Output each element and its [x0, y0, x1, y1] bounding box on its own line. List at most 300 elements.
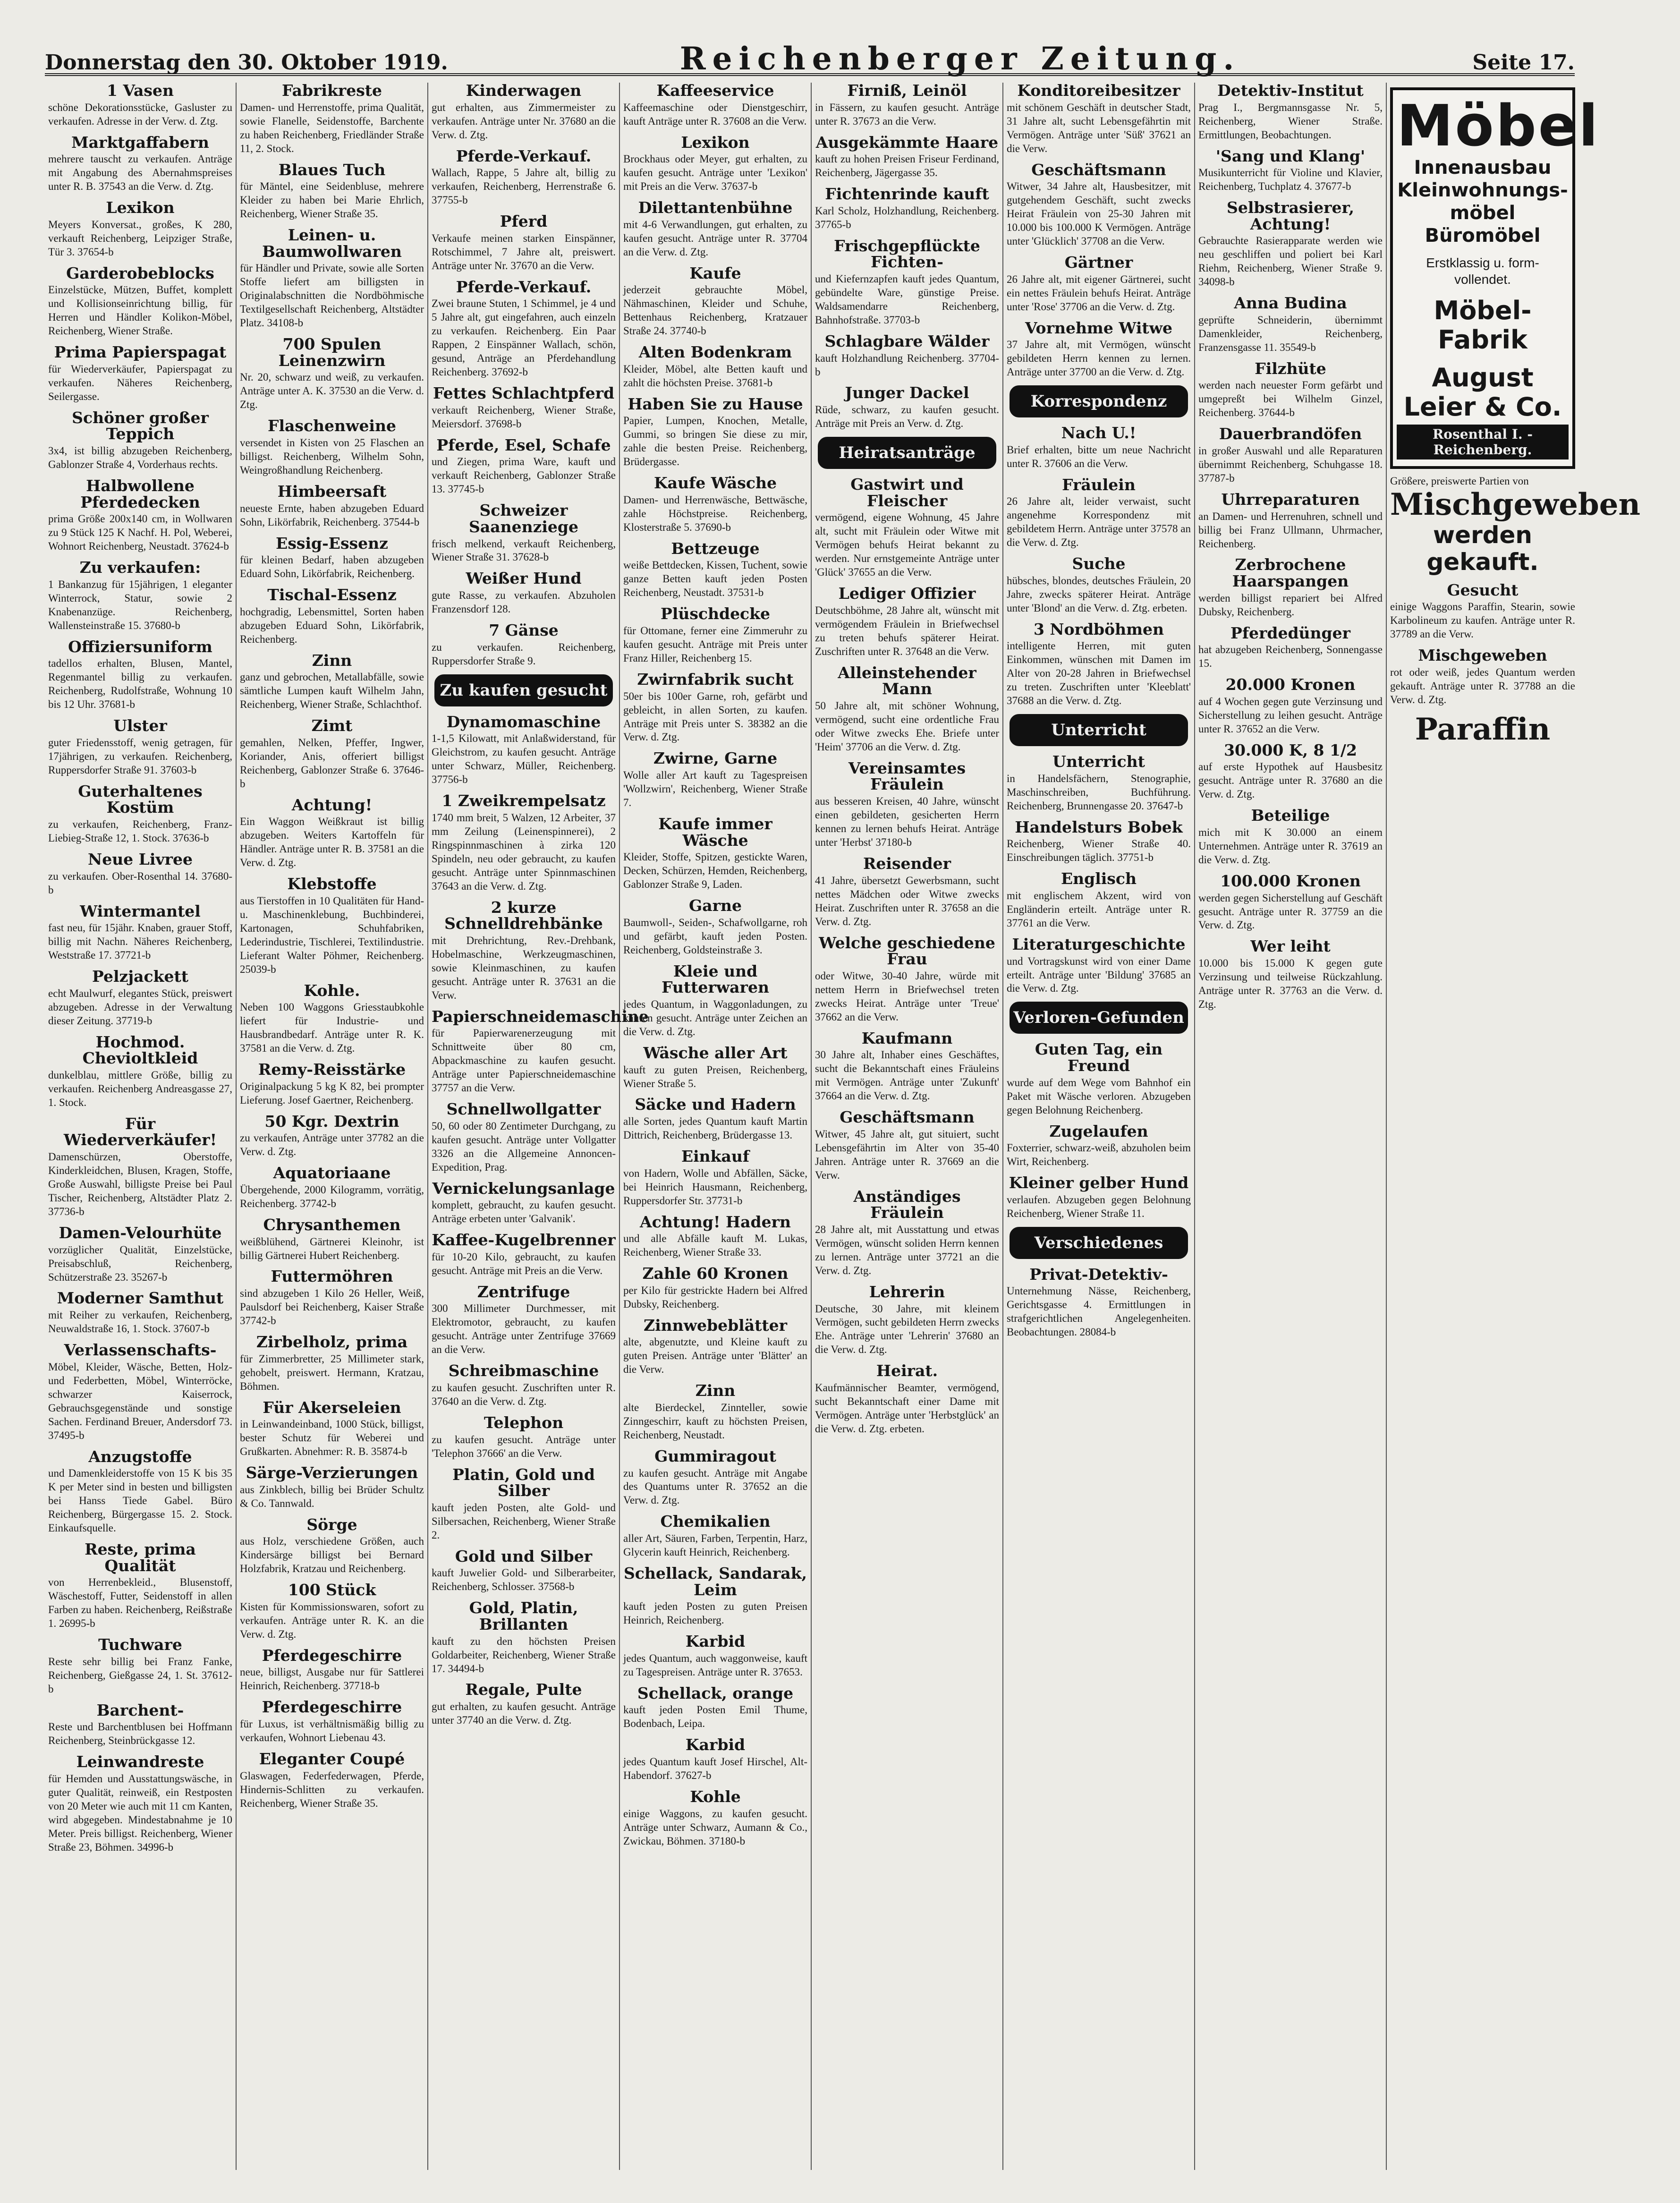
ad-heading: Zirbelholz, prima [256, 1333, 408, 1352]
classified-ad [432, 1548, 616, 1594]
classified-ad [623, 898, 807, 957]
classified-ad [623, 1633, 807, 1679]
classified-ad [432, 1600, 616, 1676]
ad-heading: Uhrreparaturen [1221, 490, 1360, 509]
ad-text: und Ziegen, prima Ware, kauft und verkauft Reichenberg, Gablonzer Straße 13. 37745-b [432, 456, 616, 495]
ad-heading: Lediger Offizier [838, 584, 976, 603]
column-8-ads [1390, 582, 1575, 707]
ad-text: hübsches, blondes, deutsches Fräulein, 20 Jahre, zwecks späterer Heirat. Anträge unter 'Blond' an die Verw. d. Ztg. erbeten. [1007, 574, 1191, 614]
classified-ad [1007, 477, 1191, 550]
classified-ad [623, 963, 807, 1039]
ad-heading: Zentrifuge [477, 1282, 570, 1301]
classified-ad [815, 856, 999, 929]
classified-ad [48, 410, 232, 472]
ad-heading: Alleinstehender Mann [838, 663, 976, 698]
section-header: Unterricht [1010, 714, 1188, 746]
section-header: Heiratsanträge [818, 437, 996, 469]
moebel-ad [1390, 87, 1600, 469]
ad-heading: Pferdegeschirre [262, 1698, 402, 1717]
ad-text: vermögend, eigene Wohnung, 45 Jahre alt, sucht mit Fräulein oder Witwe mit Vermögen behufs Heirat bekannt zu werden. Nur ernstgemeinte Anträge unter 'Glück' 37655 an die Verw. [815, 511, 999, 578]
ad-heading: Pferd [500, 212, 548, 231]
ad-heading: 'Sang und Klang' [1215, 146, 1366, 165]
ad-heading: Fabrikreste [281, 81, 382, 100]
classified-ad [432, 1101, 616, 1174]
ad-text: kauft zu guten Preisen, Reichenberg, Wiener Straße 5. [623, 1063, 807, 1089]
ad-text: gut erhalten, zu kaufen gesucht. Anträge unter 37740 an die Verw. d. Ztg. [432, 1701, 616, 1727]
classified-ad [240, 484, 424, 529]
ad-text: kauft zu den höchsten Preisen Goldarbeiter, Reichenberg, Wiener Straße 17. 34494-b [432, 1635, 616, 1675]
ad-heading: Firniß, Leinöl [847, 81, 967, 100]
ad-text: in Leinwandeinband, 1000 Stück, billigst, bester Schutz für Weberei und Grußkarten. Abnehmer: R. B. 35874-b [240, 1418, 424, 1458]
ad-text: neue, billigst, Ausgabe nur für Sattlerei Heinrich, Reichenberg. 37718-b [240, 1666, 424, 1692]
classified-ad [48, 718, 232, 777]
classified-ad [623, 1685, 807, 1731]
ad-heading: Weißer Hund [466, 569, 582, 588]
classified-ad [815, 760, 999, 850]
ad-text: und Kiefernzapfen kauft jedes Quantum, gebündelte Ware, günstige Preise. Waldsamendarre Reichenberg, Bahnhofstraße. 37703-b [815, 273, 999, 326]
classified-ad [432, 714, 616, 787]
ad-heading: Schöner großer Teppich [72, 408, 209, 443]
ad-text: ganz und gebrochen, Metallabfälle, sowie sämtliche Lumpen kauft Wilhelm Jahn, Reichenberg, Wiener Straße, Schlachthof. [240, 671, 424, 711]
ad-heading: Gummiragout [654, 1446, 776, 1465]
column-8 [1387, 83, 1640, 2170]
column-7 [1195, 83, 1387, 2170]
column-1 [45, 83, 237, 2170]
classified-ad [240, 1062, 424, 1107]
ad-heading: Särge-Verzierungen [246, 1463, 418, 1482]
moebel-line: Büromöbel [1425, 225, 1541, 247]
ad-text: verkauft Reichenberg, Wiener Straße, Meiersdorf. 37698-b [432, 404, 616, 430]
ad-text: Einzelstücke, Mützen, Buffet, komplett und Kollisionseinrichtung billig, für Herren und Händler Kolikon-Möbel, Reichenberg, Wiener Straße. [48, 284, 232, 337]
classified-ad [240, 1465, 424, 1511]
ad-text: aus besseren Kreisen, 40 Jahre, wünscht einen gebildeten, gesicherten Herrn kennen zu lernen behufs Heirat. Anträge unter 'Herbst' 37180-b [815, 795, 999, 849]
ad-text: gemahlen, Nelken, Pfeffer, Ingwer, Koriander, Anis, offeriert billigst Reichenberg, Gablonzer Straße 6. 37646-b [240, 736, 424, 790]
ad-heading: Vornehme Witwe [1025, 318, 1173, 337]
ad-heading: Dynamomaschine [446, 712, 601, 731]
classified-ad [48, 1637, 232, 1696]
column-6 [1003, 83, 1195, 2170]
ad-text: aus Holz, verschiedene Größen, auch Kindersärge billigst bei Bernard Holzfabrik, Kratzau und Reichenberg. [240, 1535, 424, 1575]
ad-heading: Zugelaufen [1049, 1122, 1148, 1140]
ad-heading: Für Wiederverkäufer! [63, 1114, 217, 1149]
classified-ad [240, 227, 424, 330]
classified-ad [48, 1225, 232, 1284]
ad-heading: Kinderwagen [466, 81, 582, 100]
ad-heading: Papierschneidemaschine [432, 1007, 649, 1026]
ad-heading: Schellack, Sandarak, Leim [623, 1564, 807, 1599]
ad-text: zu kaufen gesucht. Zuschriften unter R. 37640 an die Verw. d. Ztg. [432, 1382, 616, 1407]
classified-ad [815, 665, 999, 754]
ad-heading: Gold und Silber [455, 1547, 593, 1565]
moebel-firm: Möbel-Fabrik [1434, 296, 1532, 355]
ad-heading: Ausgekämmte Haare [815, 133, 999, 152]
ad-text: für Papierwarenerzeugung mit Schnittweite über 80 cm, Abpackmaschine zu kaufen gesucht. Anträge unter Papierschneidemaschine 37757 an die Verw. [432, 1027, 616, 1094]
ad-text: von Herrenbekleid., Blusenstoff, Wäschestoff, Futter, Seidenstoff in allen Farben zu haben. Reichenberg, Reißstraße 1. 26995-b [48, 1576, 232, 1630]
ad-heading: Pferde-Verkauf. [456, 146, 592, 165]
ad-heading: Fichtenrinde kauft [825, 185, 989, 204]
ad-heading: Alten Bodenkram [638, 343, 792, 362]
ad-text: zu kaufen gesucht. Anträge unter 'Telephon 37666' an die Verw. [432, 1433, 616, 1459]
classified-ad [623, 1514, 807, 1559]
classified-ad [1198, 808, 1383, 867]
classified-ad [1007, 320, 1191, 380]
classified-ad [815, 586, 999, 659]
ad-heading: Filzhüte [1255, 359, 1326, 378]
classified-ad [432, 437, 616, 497]
ad-heading: Unterricht [1052, 752, 1145, 771]
classified-ad [623, 606, 807, 665]
classified-ad [623, 1266, 807, 1311]
classified-ad [623, 1214, 807, 1260]
ad-heading: Garne [689, 896, 742, 915]
ad-heading: Bettzeuge [671, 539, 760, 558]
classified-ad [432, 622, 616, 668]
ad-heading: Pferdegeschirre [262, 1646, 402, 1665]
classified-ad [1198, 361, 1383, 420]
ad-text: hochgradig, Lebensmittel, Sorten haben abzugeben Eduard Sohn, Likörfabrik, Reichenberg. [240, 605, 424, 645]
ad-text: vorzüglicher Qualität, Einzelstücke, Preisabschluß, Reichenberg, Schützerstraße 23. 35267-b [48, 1243, 232, 1283]
classified-ad [240, 983, 424, 1056]
classified-ad [815, 333, 999, 379]
classified-ad [240, 1582, 424, 1642]
classified-ad [815, 935, 999, 1024]
ad-heading: Halbwollene Pferdedecken [80, 476, 200, 511]
ad-text: in Handelsfächern, Stenographie, Maschinschreiben, Buchführung. Reichenberg, Brunnengasse 20. 37647-b [1007, 772, 1191, 812]
ad-heading: Essig-Essenz [276, 534, 388, 553]
ad-text: und Vortragskunst wird von einer Dame erteilt. Anträge unter 'Bildung' 37685 an die Verw. d. Ztg. [1007, 955, 1191, 995]
classified-ad [48, 851, 232, 897]
ad-heading: Zu verkaufen: [79, 558, 201, 577]
ad-heading: Geschäftsmann [840, 1108, 975, 1127]
classified-ad [48, 1290, 232, 1336]
ad-heading: Flaschenweine [268, 417, 396, 435]
ad-heading: Schnellwollgatter [446, 1100, 601, 1119]
classified-ad [432, 1467, 616, 1542]
ad-text: wurde auf dem Wege vom Bahnhof ein Paket mit Wäsche verloren. Abzugeben gegen Belohnung Reichenberg. [1007, 1076, 1191, 1116]
classified-ad [48, 83, 232, 128]
column-4 [620, 83, 812, 2170]
ad-heading: Damen-Velourhüte [59, 1223, 222, 1242]
classified-ad [623, 1737, 807, 1783]
classified-ad [815, 238, 999, 327]
classified-ad [48, 969, 232, 1028]
classified-ad [623, 1448, 807, 1508]
ad [1390, 475, 1640, 576]
classified-ad [240, 536, 424, 581]
ad-text: Deutschböhme, 28 Jahre alt, wünscht mit vermögendem Fräulein in Briefwechsel zu treten behufs späterer Heirat. Zuschriften unter R. 37648 an die Verw. [815, 604, 999, 657]
classified-ad [815, 1363, 999, 1436]
ad-heading: Kaufe [689, 264, 741, 282]
classified-ad [1198, 625, 1383, 671]
ad-text: 26 Jahre alt, mit eigener Gärtnerei, sucht ein nettes Fräulein behufs Heirat. Anträge unter 'Rose' 37706 an die Verw. d. Ztg. [1007, 273, 1191, 313]
classified-ad [48, 639, 232, 712]
classified-ad [432, 1284, 616, 1357]
ad-text: Damen- und Herrenstoffe, prima Qualität, sowie Flanelle, Seidenstoffe, Barchente zu haben Reichenberg, Friedländer Straße 11, 2. Stock. [240, 101, 424, 154]
classified-ad [1007, 754, 1191, 813]
classified-ad [623, 1318, 807, 1377]
ad-text: mit 4-6 Verwandlungen, gut erhalten, zu kaufen gesucht. Anträge unter R. 37704 an die Verw. d. Ztg. [623, 218, 807, 258]
moebel-title: Möbel [1397, 94, 1600, 159]
section-header: Korrespondenz [1010, 385, 1188, 417]
ad-heading: Offiziersuniform [68, 637, 212, 656]
ad-heading: Anständiges Fräulein [853, 1187, 961, 1222]
ad-text: Kaffeemaschine oder Dienstgeschirr, kauft Anträge unter R. 37608 an die Verw. [623, 101, 807, 127]
ad-text: werden nach neuester Form gefärbt und umgepreßt bei Wilhelm Ginzel, Reichenberg. 37644-b [1198, 379, 1383, 419]
ad-heading: Achtung! Hadern [640, 1212, 791, 1231]
ad-heading: Zahle 60 Kronen [642, 1264, 789, 1283]
classified-ad [623, 475, 807, 535]
moebel-firm: August Leier & Co. [1403, 363, 1562, 422]
classified-ad [623, 135, 807, 194]
ad-text: sind abzugeben 1 Kilo 26 Heller, Weiß, Paulsdorf bei Reichenberg, Kaiser Straße 37742-b [240, 1287, 424, 1327]
ad-text: Witwer, 34 Jahre alt, Hausbesitzer, mit gutgehendem Geschäft, sucht zwecks Heirat Fräulein von 25-30 Jahren mit 10.000 bis 100.000 K Vermögen. Anträge unter 'Glücklich' 37708 an die Verw. [1007, 180, 1191, 247]
ad-heading: Leinen- u. Baumwollwaren [262, 226, 402, 261]
ad-text: zu verkaufen, Reichenberg, Franz-Liebieg-Straße 12, 1. Stock. 37636-b [48, 818, 232, 844]
ad-text: auf erste Hypothek auf Hausbesitz gesucht. Anträge unter R. 37680 an die Verw. d. Ztg. [1198, 761, 1383, 800]
ad-text: Foxterrier, schwarz-weiß, abzuholen beim Wirt, Reichenberg. [1007, 1142, 1191, 1168]
ad-text: kauft zu hohen Preisen Friseur Ferdinand, Reichenberg, Jägergasse 35. [815, 153, 999, 179]
classified-ad [240, 1268, 424, 1328]
classified-ad [240, 1648, 424, 1693]
ad-heading: Kaffeeservice [656, 81, 774, 100]
ad-heading: Für Akerseleien [263, 1398, 401, 1417]
ad-heading: Nach U.! [1061, 424, 1137, 442]
classified-ad [623, 816, 807, 892]
ad-heading: Junger Dackel [845, 383, 969, 402]
moebel-line: vollendet. [1454, 272, 1511, 287]
classified-ad [432, 502, 616, 564]
ad-text: 26 Jahre alt, leider verwaist, sucht angenehme Korrespondenz mit gebildetem Herrn. Anträge unter 37578 an die Verw. d. Ztg. [1007, 495, 1191, 549]
ad-text: komplett, gebraucht, zu kaufen gesucht. Anträge erbeten unter 'Galvanik'. [432, 1199, 616, 1225]
ad-heading: Lehrerin [869, 1282, 945, 1301]
ad-text: zu kaufen gesucht. Anträge mit Angabe des Quantums unter R. 37652 an die Verw. d. Ztg. [623, 1467, 807, 1506]
ad-heading: Pferde-Verkauf. [456, 277, 592, 296]
ad-heading: Plüschdecke [660, 604, 771, 623]
ad-text: Musikunterricht für Violine und Klavier, Reichenberg, Tuchplatz 4. 37677-b [1198, 167, 1383, 193]
classified-ad [240, 876, 424, 976]
classified-ad [1007, 621, 1191, 708]
classified-ad [1007, 1041, 1191, 1117]
ad-heading: Zwirnfabrik sucht [637, 670, 794, 689]
ad-heading: Mischgeweben [1390, 487, 1640, 523]
classified-ad [1198, 677, 1383, 736]
classified-ad [48, 265, 232, 339]
ad-heading: Reste, prima Qualität [85, 1540, 196, 1575]
ad-text: oder Witwe, 30-40 Jahre, würde mit nettem Herrn in Briefwechsel treten zwecks Heirat. Anträge unter 'Treue' 37662 an die Verw. [815, 970, 999, 1023]
classified-ad [432, 570, 616, 616]
classified-ad [1198, 426, 1383, 485]
classified-ad [240, 587, 424, 646]
classified-ad [240, 1400, 424, 1459]
ad-text: gut erhalten, aus Zimmermeister zu verkaufen. Anträge unter Nr. 37680 an die Verw. d. Ztg. [432, 101, 616, 141]
classified-ad [48, 783, 232, 845]
classified-ad [1198, 557, 1383, 619]
ad-text: neueste Ernte, haben abzugeben Eduard Sohn, Likörfabrik, Reichenberg. 37544-b [240, 502, 424, 528]
classified-ad [48, 1449, 232, 1535]
ad-text: intelligente Herren, mit guten Einkommen, wünschen mit Damen im Alter von 20-28 Jahren in Briefwechsel zu treten. Zuschriften unter 'Kleeblatt' 37688 an die Verw. d. Ztg. [1007, 640, 1191, 707]
ad-text: Gebrauchte Rasierapparate werden wie neu geschliffen und poliert bei Karl Riehm, Reichenberg, Wiener Straße 9. 34098-b [1198, 235, 1383, 288]
ad-text: kauft jeden Posten zu guten Preisen Heinrich, Reichenberg. [623, 1600, 807, 1626]
classified-ad [623, 344, 807, 390]
ad-text: zu verkaufen, Anträge unter 37782 an die Verw. d. Ztg. [240, 1132, 424, 1158]
classified-ad [1007, 1123, 1191, 1169]
ad-heading: 700 Spulen Leinenzwirn [278, 335, 386, 370]
ad-text: rot oder weiß, jedes Quantum werden gekauft. Anträge unter R. 37788 an die Verw. d. Ztg. [1390, 666, 1575, 706]
ad-heading: Marktgaffabern [71, 133, 209, 152]
ad-heading: Pferde, Esel, Schafe [436, 435, 611, 454]
ad-text: jedes Quantum, auch waggonweise, kauft zu Tagespreisen. Anträge unter R. 37653. [623, 1652, 807, 1678]
ad-text: mich mit K 30.000 an einem Unternehmen. Anträge unter R. 37619 an die Verw. d. Ztg. [1198, 826, 1383, 866]
classified-ad [1198, 742, 1383, 802]
classified-ad [1007, 425, 1191, 471]
ad-heading: Schweizer Saanenziege [469, 501, 578, 536]
ad-heading: Fettes Schlachtpferd [433, 384, 615, 403]
ad-text: mehrere tauscht zu verkaufen. Anträge mit Angabung des Abernahmspreises unter R. B. 37543 an die Verw. d. Ztg. [48, 153, 232, 193]
classified-ad [48, 200, 232, 259]
classified-ad [815, 476, 999, 579]
ad-heading: Barchent- [96, 1701, 184, 1719]
ad-text: Zwei braune Stuten, 1 Schimmel, je 4 und 5 Jahre alt, gut eingefahren, auch einzeln zu verkaufen. Reichenberg. Ein Paar Rappen, 2 Einspänner Wallach, schön, gesund, Anträge an Pferdehandlung Reichenberg. 37692-b [432, 298, 616, 378]
ad-text: Wallach, Rappe, 5 Jahre alt, billig zu verkaufen, Reichenberg, Herrenstraße 6. 37755-b [432, 167, 616, 206]
classified-ad [815, 1030, 999, 1104]
ad-text: Übergehende, 2000 Kilogramm, vorrätig, Reichenberg. 37742-b [240, 1183, 424, 1209]
ad-heading: Telephon [484, 1413, 564, 1432]
classified-ad [1198, 938, 1383, 1012]
ad-text: Papier, Lumpen, Knochen, Metalle, Gummi, so bringen Sie diese zu mir, zahle die besten Preise. Reichenberg, Brüdergasse. [623, 415, 807, 468]
ad-heading: Kleie und Futterwaren [662, 961, 769, 997]
ad-heading: 30.000 K, 8 1/2 [1224, 740, 1357, 759]
moebel-address: Rosenthal I. - Reichenberg. [1397, 425, 1569, 459]
classified-ad [48, 1034, 232, 1110]
classified-ad [1007, 255, 1191, 314]
ad-text: zu verkaufen. Ober-Rosenthal 14. 37680-b [48, 870, 232, 896]
ad-heading: Lexikon [106, 198, 175, 217]
classified-ad [432, 1682, 616, 1727]
ad-text: Originalpackung 5 kg K 82, bei prompter Lieferung. Josef Gaertner, Reichenberg. [240, 1080, 424, 1106]
ad-text: Kaufmännischer Beamter, vermögend, sucht Bekanntschaft einer Dame mit Vermögen. Anträge unter 'Herbstglück' an die Verw. d. Ztg. erbeten. [815, 1382, 999, 1435]
ad-heading: Kaffee-Kugelbrenner [432, 1231, 616, 1250]
ad-heading: Gärtner [1064, 253, 1133, 272]
paraffin-heading: Paraffin [1415, 711, 1551, 747]
ad-text: 1740 mm breit, 5 Walzen, 12 Arbeiter, 37 mm Zeilung (Leinenspinnerei), 2 Ringspinnmaschinen à zirka 120 Spindeln, neu oder gebraucht, zu kaufen gesucht. Anträge unter Spinnmaschinen 37643 an die Verw. d. Ztg. [432, 811, 616, 892]
ad-heading: Gesucht [1447, 580, 1519, 599]
classified-ad [432, 1181, 616, 1226]
ad-text: versendet in Kisten von 25 Flaschen an billigst. Reichenberg, Wilhelm Sohn, Weingroßhandlung Reichenberg. [240, 437, 424, 476]
ad-heading: Karbid [685, 1632, 746, 1651]
ad-text: gute Rasse, zu verkaufen. Abzuholen Franzensdorf 128. [432, 589, 616, 615]
ad-text: Brockhaus oder Meyer, gut erhalten, zu kaufen gesucht. Anträge unter 'Lexikon' mit Preis an die Verw. 37637-b [623, 153, 807, 193]
ad-text: Verkaufe meinen starken Einspänner, Rotschimmel, 7 Jahre alt, preiswert. Anträge unter Nr. 37670 an die Verw. [432, 232, 616, 272]
ad-heading: Blaues Tuch [278, 160, 386, 179]
ad-text: an Damen- und Herrenuhren, schnell und billig bei Franz Ullmann, Uhrmacher, Reichenberg. [1198, 510, 1383, 550]
ad-text: Karl Scholz, Holzhandlung, Reichenberg. 37765-b [815, 204, 999, 230]
classified-ad [240, 1699, 424, 1745]
classified-ad [48, 1702, 232, 1748]
ad-heading: Kaufmann [861, 1029, 953, 1047]
ad-heading: Kleiner gelber Hund [1009, 1174, 1189, 1192]
classified-ad [815, 135, 999, 180]
ad-text: Kisten für Kommissionswaren, sofort zu verkaufen. Anträge unter R. K. an die Verw. d. Ztg. [240, 1600, 424, 1640]
ad-text: Kleider, Stoffe, Spitzen, gestickte Waren, Decken, Schürzen, Hemden, Reichenberg, Gablonzer Straße 9, Laden. [623, 851, 807, 891]
ad-heading: Vernickelungsanlage [432, 1179, 615, 1198]
classified-ad [1198, 200, 1383, 289]
ad-text: kauft Holzhandlung Reichenberg. 37704-b [815, 352, 999, 378]
ad-text: in großer Auswahl und alle Reparaturen übernimmt Reichenberg, Schuhgasse 18. 37787-b [1198, 445, 1383, 484]
classified-ad [815, 385, 999, 431]
ad-heading: Garderobeblocks [66, 264, 214, 282]
classified-ad [48, 1541, 232, 1631]
ad-heading: Dauerbrandöfen [1219, 425, 1362, 443]
ad-heading: Gold, Platin, Brillanten [469, 1599, 578, 1633]
classified-ad [432, 385, 616, 431]
ad-heading: Geschäftsmann [1031, 160, 1166, 179]
classified-ad [1007, 556, 1191, 615]
ad-text: 50er bis 100er Garne, roh, gefärbt und gebleicht, in allen Sorten, zu kaufen. Anträge mit Preis unter S. 38382 an die Verw. d. Ztg. [623, 690, 807, 743]
ad-text: 1 Bankanzug für 15jährigen, 1 eleganter Winterrock, Statur, sowie 2 Knabenanzüge. Reichenberg, Wallensteinstraße 15. 37680-b [48, 578, 232, 631]
classified-ad [815, 1189, 999, 1278]
ad-text: 41 Jahre, übersetzt Gewerbsmann, sucht nettes Mädchen oder Witwe zwecks Heirat. Zuschriften unter R. 37658 an die Verw. d. Ztg. [815, 874, 999, 927]
ad-text: Rüde, schwarz, zu kaufen gesucht. Anträge mit Preis an Verw. d. Ztg. [815, 404, 999, 430]
column-5 [812, 83, 1003, 2170]
ad-text: werden gegen Sicherstellung auf Geschäft gesucht. Anträge unter R. 37759 an die Verw. d. Ztg. [1198, 892, 1383, 931]
ad-text: für Mäntel, eine Seidenbluse, mehrere Kleider zu haben bei Marie Ehrlich, Reichenberg, Wiener Straße 35. [240, 180, 424, 220]
ad-heading: Klebstoffe [287, 875, 377, 893]
ad-text: für 10-20 Kilo, gebraucht, zu kaufen gesucht. Anträge mit Preis an die Verw. [432, 1250, 616, 1276]
ad-heading: Zinn [312, 651, 352, 670]
classified-ad [432, 279, 616, 379]
ad-heading: Guten Tag, ein Freund [1035, 1040, 1163, 1075]
ad-heading: Lexikon [681, 133, 750, 152]
ad-text: per Kilo für gestrickte Hadern bei Alfred Dubsky, Reichenberg. [623, 1284, 807, 1310]
ad-heading: 7 Gänse [489, 621, 559, 640]
ad-heading: Englisch [1061, 869, 1137, 888]
ad-heading: Kohle. [304, 981, 360, 1000]
ad-text: schöne Dekorationsstücke, Gasluster zu verkaufen. Adresse in der Verw. d. Ztg. [48, 101, 232, 127]
ad-heading: Kaufe immer Wäsche [658, 814, 772, 850]
ad-text: prima Größe 200x140 cm, in Wollwaren zu 9 Stück 125 K Nachf. H. Pol, Weberei, Wohnort Reichenberg, Neustadt. 37624-b [48, 513, 232, 553]
ad-heading: Selbstrasierer, Achtung! [1227, 198, 1354, 233]
ad-text: Deutsche, 30 Jahre, mit kleinem Vermögen, sucht gebildeten Herrn zwecks Ehe. Anträge unter 'Lehrerin' 37680 an die Verw. d. Ztg. [815, 1302, 999, 1356]
ad-heading: Leinwandreste [76, 1752, 204, 1771]
ad-text: Baumwoll-, Seiden-, Schafwollgarne, roh und gefärbt, kauft jeden Posten. Reichenberg, Goldsteinstraße 3. [623, 916, 807, 956]
section-header: Verloren-Gefunden [1010, 1002, 1188, 1034]
classified-ad [432, 213, 616, 273]
ad-text: einige Waggons Paraffin, Stearin, sowie Karbolineum zu kaufen. Anträge unter R. 37789 an die Verw. [1390, 601, 1575, 640]
classified-ad [48, 903, 232, 963]
ad-text: von Hadern, Wolle und Abfällen, Säcke, bei Heinrich Hausmann, Reichenberg, Ruppersdorfer Str. 37731-b [623, 1167, 807, 1207]
classified-ad [1198, 295, 1383, 355]
ad-heading: Himbeersaft [277, 482, 387, 501]
moebel-line: Kleinwohnungs- [1397, 179, 1568, 201]
ad-text: auf 4 Wochen gegen gute Verzinsung und Sicherstellung zu leihen gesucht. Anträge unter R. 37652 an die Verw. [1198, 695, 1383, 735]
ad-text: Damen- und Herrenwäsche, Bettwäsche, zahle Höchstpreise. Reichenberg, Klosterstraße 5. 37690-b [623, 493, 807, 533]
ad-text: Prag I., Bergmannsgasse Nr. 5, Reichenberg, Wiener Straße. Ermittlungen, Beobachtungen. [1198, 101, 1383, 141]
classified-ad [623, 541, 807, 600]
classified-ad [48, 1754, 232, 1854]
ad-text: 300 Millimeter Durchmesser, mit Elektromotor, gebraucht, zu kaufen gesucht. Anträge unter Zentrifuge 37669 an die Verw. [432, 1302, 616, 1356]
ad-heading: Pelzjackett [92, 967, 188, 986]
classified-ad [240, 653, 424, 712]
ad-text: Witwer, 45 Jahre alt, gut situiert, sucht Lebensgefährtin im Alter von 35-40 Jahren. Anträge unter R. 37669 an die Verw. [815, 1128, 999, 1181]
ad-text: Reste sehr billig bei Franz Fanke, Reichenberg, Gießgasse 24, 1. St. 37612-b [48, 1655, 232, 1695]
ad-heading: Eleganter Coupé [259, 1749, 405, 1768]
classified-ad [623, 1383, 807, 1442]
ad-text: dunkelblau, mittlere Größe, billig zu verkaufen. Reichenberg Andreasgasse 27, 1. Stock. [48, 1069, 232, 1108]
ad-text: Glaswagen, Federfederwagen, Pferde, Hindernis-Schlitten zu verkaufen. Reichenberg, Wiener Straße 35. [240, 1769, 424, 1809]
ad-text: guter Friedensstoff, wenig getragen, für 17jährigen, zu verkaufen. Reichenberg, Ruppersdorfer Straße 91. 37603-b [48, 736, 232, 776]
ad-heading: Zwirne, Garne [653, 749, 778, 768]
ad-heading: Karbid [685, 1735, 746, 1754]
